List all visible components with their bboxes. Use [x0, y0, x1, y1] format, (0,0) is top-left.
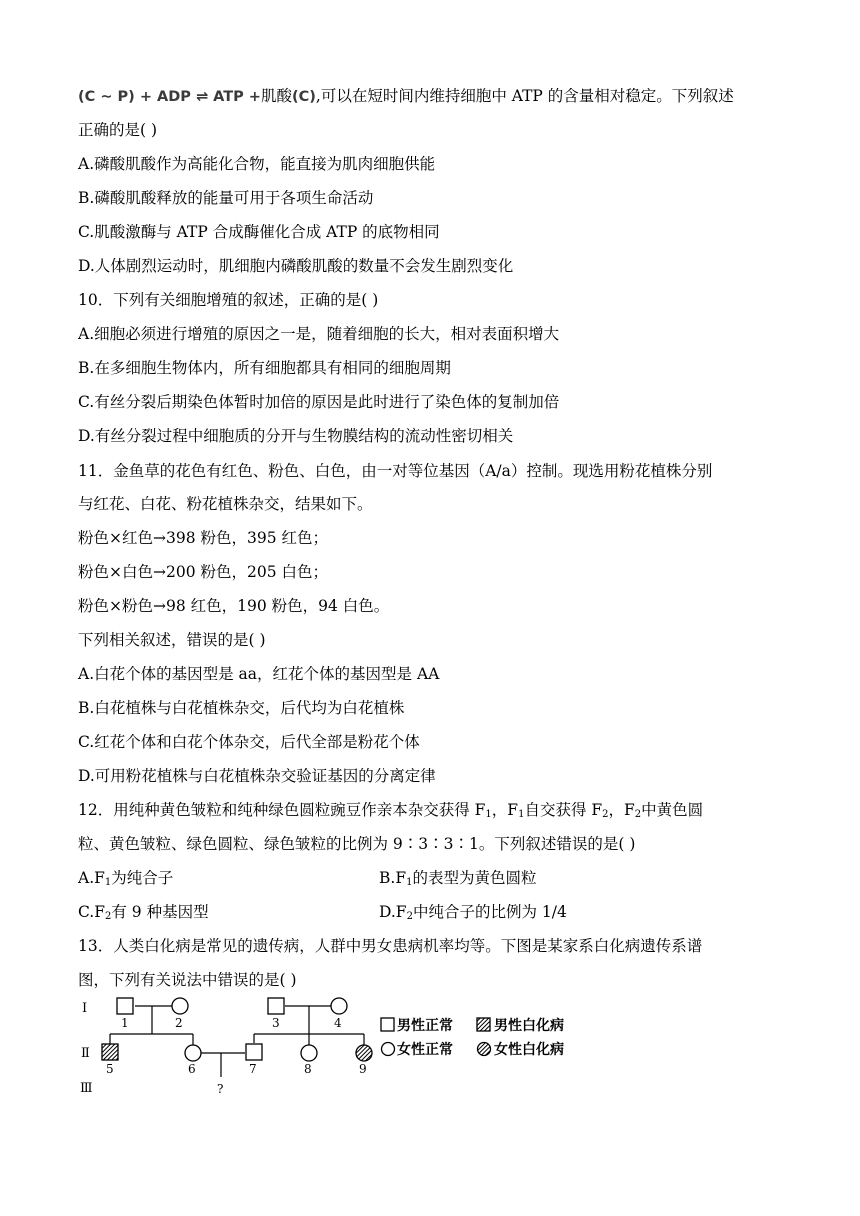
individual-1-normal-male: [117, 998, 133, 1014]
q11-option-a: A.白花个体的基因型是 aa，红花个体的基因型是 AA: [78, 665, 440, 683]
q9-option-a: A.磷酸肌酸作为高能化合物，能直接为肌肉细胞供能: [78, 155, 436, 173]
q12-stem-line1: 12．用纯种黄色皱粒和纯种绿色圆粒豌豆作亲本杂交获得 $F_1$，$F_1$自交获得 $F_2$，$F_2$中黄色圆: [78, 801, 704, 820]
q13-stem-line2: 图，下列有关说法中错误的是( ): [78, 971, 297, 989]
q11-question: 下列相关叙述，错误的是( ): [78, 631, 266, 649]
legend-albino-male-icon: [477, 1018, 490, 1031]
individual-4-normal-female: [331, 998, 347, 1014]
generation-label-ii: Ⅱ: [81, 1046, 90, 1061]
q13-stem-line1: 13．人类白化病是常见的遗传病，人群中男女患病机率均等。下图是某家系白化病遗传系谱: [78, 937, 703, 955]
legend-albino-female-icon: [478, 1043, 491, 1056]
individual-3-normal-male: [268, 998, 284, 1014]
q11-option-b: B.白花植株与白花植株杂交，后代均为白花植株: [78, 699, 405, 717]
id-label-5: 5: [106, 1062, 114, 1076]
id-label-7: 7: [249, 1062, 257, 1076]
individual-7-normal-male: [246, 1044, 262, 1060]
individual-8-normal-female: [301, 1045, 317, 1061]
q11-option-c: C.红花个体和白花个体杂交，后代全部是粉花个体: [78, 733, 420, 751]
legend-normal-male-icon: [381, 1018, 394, 1031]
individual-5-albino-male: [102, 1044, 118, 1060]
q12-stem-line2: 粒、黄色皱粒、绿色圆粒、绿色皱粒的比例为 9∶3∶3∶1。下列叙述错误的是( ): [78, 835, 636, 853]
individual-6-normal-female: [185, 1045, 201, 1061]
q10-stem: 10．下列有关细胞增殖的叙述，正确的是( ): [78, 291, 379, 309]
q9-option-c: C.肌酸激酶与 ATP 合成酶催化合成 ATP 的底物相同: [78, 223, 440, 241]
generation-label-i: Ⅰ: [82, 1001, 88, 1016]
q10-option-a: A.细胞必须进行增殖的原因之一是，随着细胞的长大，相对表面积增大: [78, 325, 560, 343]
id-label-4: 4: [334, 1016, 342, 1030]
id-label-2: 2: [175, 1016, 183, 1030]
q11-stem-line1: 11．金鱼草的花色有红色、粉色、白色，由一对等位基因（A/a）控制。现选用粉花植株分别: [78, 462, 713, 480]
q9-option-d: D.人体剧烈运动时，肌细胞内磷酸肌酸的数量不会发生剧烈变化: [78, 257, 514, 275]
q9-line2: 正确的是( ): [78, 121, 158, 139]
legend-albino-female-label: 女性白化病: [494, 1042, 564, 1058]
individual-2-normal-female: [172, 998, 188, 1014]
legend-normal-male-label: 男性正常: [397, 1018, 453, 1034]
q12-option-b: $B.F_1$的表型为黄色圆粒: [379, 869, 537, 888]
q9-equation: (C ∼ P) + ADP ⇌ ATP +: [78, 89, 261, 105]
id-label-8: 8: [304, 1062, 312, 1076]
creatine-symbol: (C): [291, 89, 316, 105]
legend-normal-female-label: 女性正常: [397, 1042, 453, 1058]
q10-option-c: C.有丝分裂后期染色体暂时加倍的原因是此时进行了染色体的复制加倍: [78, 393, 560, 411]
id-label-6: 6: [188, 1062, 196, 1076]
pedigree-lines: [110, 1006, 364, 1077]
legend-normal-female-icon: [382, 1043, 395, 1056]
generation-label-iii: Ⅲ: [80, 1081, 93, 1096]
q11-stem-line2: 与红花、白花、粉花植株杂交，结果如下。: [78, 495, 373, 513]
id-label-1: 1: [121, 1016, 129, 1030]
individual-9-albino-female: [356, 1045, 372, 1061]
q12-option-d: $D.F_2$中纯合子的比例为 1/4: [379, 903, 567, 922]
legend-albino-male-label: 男性白化病: [494, 1018, 564, 1034]
q12-option-c: $C.F_2$有 9 种基因型: [78, 903, 209, 922]
q9-line1: (C ∼ P) + ADP ⇌ ATP +肌酸(C),可以在短时间内维持细胞中 ATP 的含量相对稳定。下列叙述: [78, 87, 734, 105]
q9-option-b: B.磷酸肌酸释放的能量可用于各项生命活动: [78, 189, 374, 207]
q11-cross-1: 粉色×红色→398 粉色，395 红色；: [78, 529, 328, 547]
id-label-unknown: ?: [217, 1082, 224, 1096]
q11-cross-2: 粉色×白色→200 粉色，205 白色；: [78, 563, 328, 581]
id-label-9: 9: [359, 1062, 367, 1076]
q10-option-b: B.在多细胞生物体内，所有细胞都具有相同的细胞周期: [78, 359, 451, 377]
q11-option-d: D.可用粉花植株与白花植株杂交验证基因的分离定律: [78, 767, 436, 785]
id-label-3: 3: [272, 1016, 280, 1030]
q11-cross-3: 粉色×粉色→98 红色，190 粉色，94 白色。: [78, 597, 390, 615]
q12-option-a: $A.F_1$为纯合子: [78, 869, 174, 888]
q10-option-d: D.有丝分裂过程中细胞质的分开与生物膜结构的流动性密切相关: [78, 427, 514, 445]
